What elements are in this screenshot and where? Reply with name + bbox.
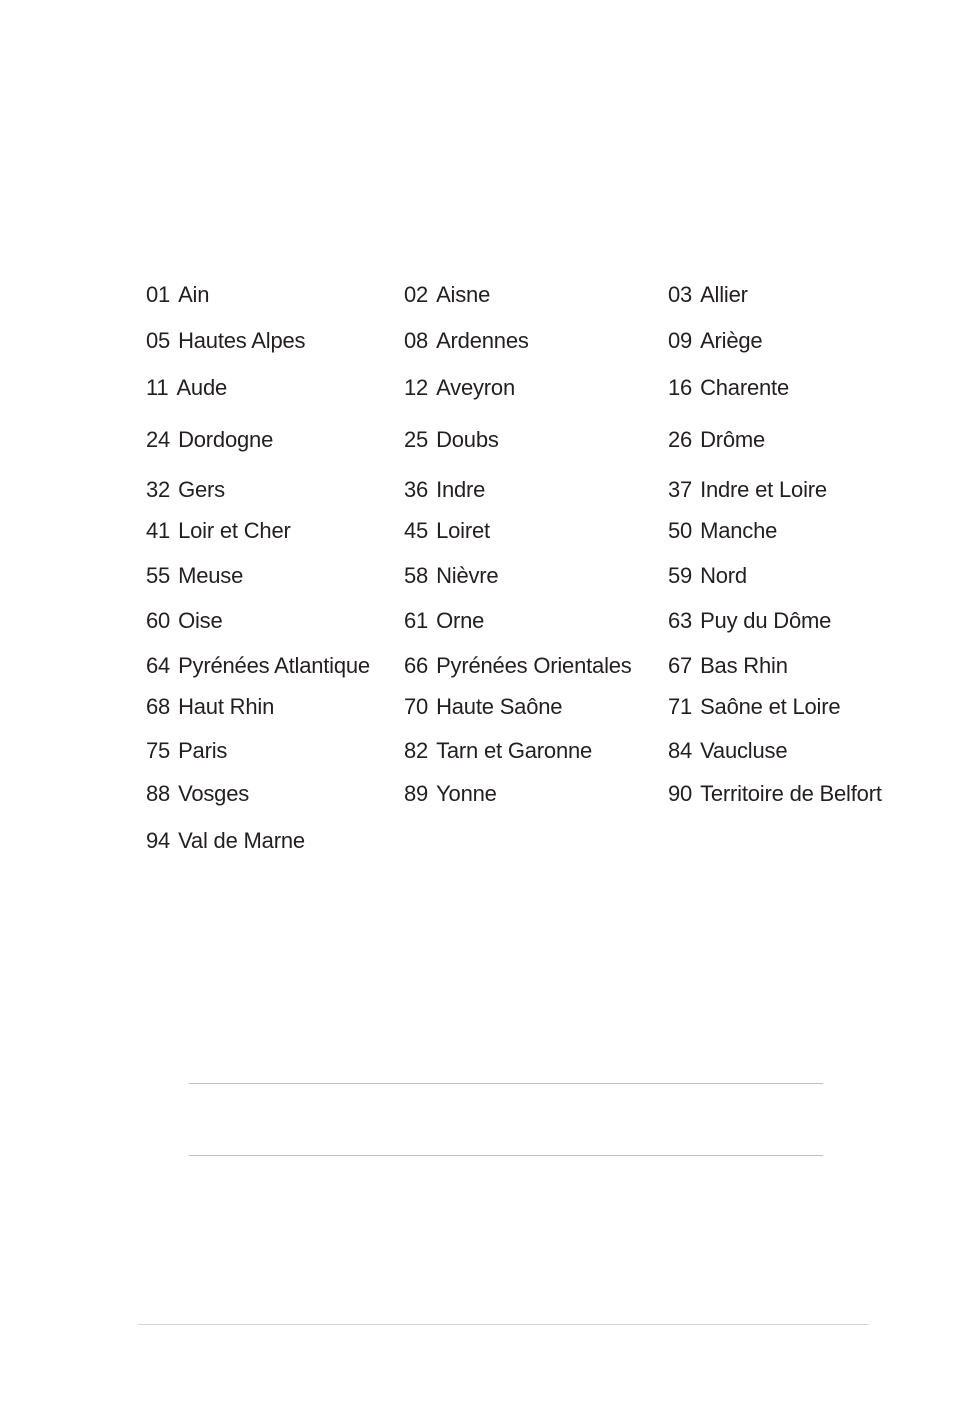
department-name: Vosges xyxy=(178,781,250,806)
department-name: Aisne xyxy=(436,282,491,307)
department-name: Manche xyxy=(700,518,778,543)
department-item xyxy=(146,781,249,807)
department-name: Puy du Dôme xyxy=(700,608,832,633)
department-item xyxy=(668,518,777,544)
department-code: 55 xyxy=(146,563,171,588)
department-item xyxy=(668,563,747,589)
department-code: 58 xyxy=(404,563,429,588)
department-code: 09 xyxy=(668,328,693,353)
department-name: Dordogne xyxy=(178,427,274,452)
department-name: Ain xyxy=(178,282,210,307)
department-code: 11 xyxy=(146,375,169,400)
department-code: 26 xyxy=(668,427,693,452)
department-name: Oise xyxy=(178,608,223,633)
department-name: Charente xyxy=(700,375,789,400)
department-name: Nord xyxy=(700,563,747,588)
department-code: 70 xyxy=(404,694,429,719)
department-item xyxy=(146,738,227,764)
department-code: 59 xyxy=(668,563,693,588)
department-code: 75 xyxy=(146,738,171,763)
department-name: Pyrénées Atlantique xyxy=(178,653,370,678)
department-item xyxy=(404,608,484,634)
department-name: Val de Marne xyxy=(178,828,305,853)
department-code: 32 xyxy=(146,477,171,502)
department-name: Loir et Cher xyxy=(178,518,291,543)
department-name: Paris xyxy=(178,738,228,763)
department-name: Indre xyxy=(436,477,486,502)
department-item xyxy=(404,781,497,807)
department-code: 89 xyxy=(404,781,429,806)
department-code: 24 xyxy=(146,427,171,452)
department-name: Indre et Loire xyxy=(700,477,827,502)
department-name: Saône et Loire xyxy=(700,694,841,719)
department-item xyxy=(668,653,788,679)
department-code: 84 xyxy=(668,738,693,763)
department-item xyxy=(404,694,562,720)
department-item xyxy=(668,608,831,634)
department-code: 41 xyxy=(146,518,171,543)
department-item xyxy=(404,518,490,544)
department-name: Haute Saône xyxy=(436,694,563,719)
department-name: Nièvre xyxy=(436,563,499,588)
department-item xyxy=(146,375,227,401)
department-name: Pyrénées Orientales xyxy=(436,653,632,678)
department-name: Allier xyxy=(700,282,748,307)
divider xyxy=(189,1083,823,1084)
department-item xyxy=(404,375,515,401)
department-name: Haut Rhin xyxy=(178,694,275,719)
department-code: 60 xyxy=(146,608,171,633)
department-code: 82 xyxy=(404,738,429,763)
department-code: 37 xyxy=(668,477,693,502)
department-name: Yonne xyxy=(436,781,497,806)
department-code: 64 xyxy=(146,653,171,678)
department-item xyxy=(404,563,498,589)
department-item xyxy=(668,328,762,354)
department-name: Territoire de Belfort xyxy=(700,781,882,806)
department-code: 05 xyxy=(146,328,171,353)
department-item xyxy=(146,563,243,589)
department-name: Bas Rhin xyxy=(700,653,788,678)
department-item xyxy=(404,477,485,503)
department-item xyxy=(146,518,291,544)
department-name: Gers xyxy=(178,477,225,502)
department-name: Meuse xyxy=(178,563,244,588)
department-item xyxy=(668,781,882,807)
department-code: 63 xyxy=(668,608,693,633)
department-code: 94 xyxy=(146,828,171,853)
department-item xyxy=(668,738,787,764)
department-item xyxy=(146,694,274,720)
department-name: Ardennes xyxy=(436,328,529,353)
department-name: Orne xyxy=(436,608,485,633)
department-name: Drôme xyxy=(700,427,766,452)
department-code: 67 xyxy=(668,653,693,678)
department-name: Hautes Alpes xyxy=(178,328,306,353)
department-item xyxy=(146,828,305,854)
department-item xyxy=(146,328,305,354)
department-name: Tarn et Garonne xyxy=(436,738,593,763)
department-code: 88 xyxy=(146,781,171,806)
department-item xyxy=(668,375,789,401)
department-item xyxy=(404,427,499,453)
department-item xyxy=(404,282,490,308)
department-item xyxy=(404,653,632,679)
department-code: 61 xyxy=(404,608,429,633)
department-item xyxy=(404,328,529,354)
department-item xyxy=(146,427,273,453)
department-code: 08 xyxy=(404,328,429,353)
department-name: Loiret xyxy=(436,518,490,543)
department-item xyxy=(146,653,370,679)
department-name: Vaucluse xyxy=(700,738,788,763)
department-code: 02 xyxy=(404,282,429,307)
department-code: 71 xyxy=(668,694,693,719)
department-item xyxy=(668,694,840,720)
department-code: 25 xyxy=(404,427,429,452)
department-item xyxy=(146,282,209,308)
department-item xyxy=(146,608,223,634)
department-name: Aveyron xyxy=(436,375,515,400)
department-code: 01 xyxy=(146,282,171,307)
department-name: Doubs xyxy=(436,427,499,452)
department-code: 12 xyxy=(404,375,429,400)
department-item xyxy=(404,738,592,764)
department-code: 68 xyxy=(146,694,171,719)
department-name: Ariège xyxy=(700,328,763,353)
department-code: 16 xyxy=(668,375,693,400)
footer-divider xyxy=(138,1324,869,1325)
department-code: 90 xyxy=(668,781,693,806)
department-code: 66 xyxy=(404,653,429,678)
department-name: Aude xyxy=(176,375,228,400)
department-code: 50 xyxy=(668,518,693,543)
divider xyxy=(189,1155,823,1156)
department-item xyxy=(668,282,748,308)
department-item xyxy=(668,477,827,503)
department-code: 36 xyxy=(404,477,429,502)
department-code: 45 xyxy=(404,518,429,543)
department-code: 03 xyxy=(668,282,693,307)
department-item xyxy=(668,427,765,453)
department-item xyxy=(146,477,225,503)
